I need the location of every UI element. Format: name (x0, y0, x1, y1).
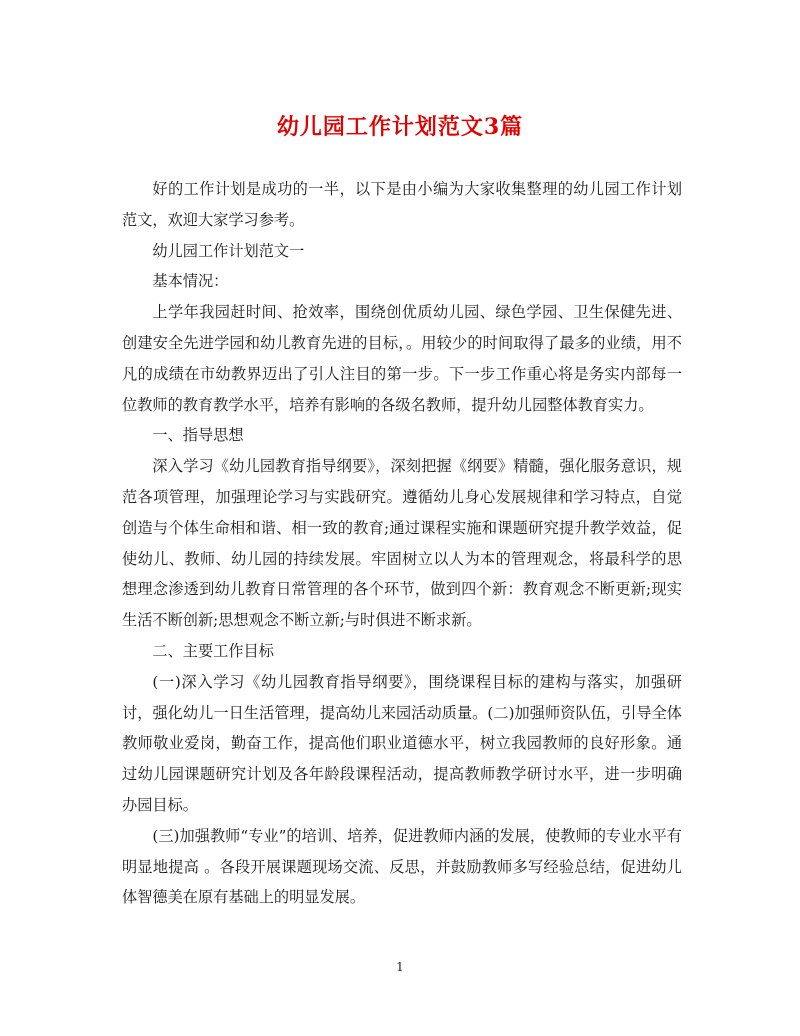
page-number: 1 (396, 960, 404, 974)
section-heading-basic-situation: 基本情况： (152, 272, 229, 291)
main-goals-paragraph-1: (一)深入学习《幼儿园教育指导纲要》，围绕课程目标的建构与落实，加强研讨，强化幼儿一日生活管理，提高幼儿来园活动质量。(二)加强师资队伍，引导全体教师敬业爱岗，勤奋工作，提高他们职业道德水平，树立我园教师的良好形象。通过幼儿园课题研究计划及各年龄段课程活动，提高教师教学研讨水平，进一步明确办园目标。 (122, 672, 682, 814)
section-heading-main-goals: 二、主要工作目标 (152, 641, 274, 660)
basic-situation-paragraph: 上学年我园赶时间、抢效率，围绕创优质幼儿园、绿色学园、卫生保健先进、创建安全先进学园和幼儿教育先进的目标，。用较少的时间取得了最多的业绩，用不凡的成绩在市幼教界迈出了引人注目的第一步。下一步工作重心将是务实内部每一位教师的教育教学水平，培养有影响的各级名教师，提升幼儿园整体教育实力。 (122, 303, 682, 414)
intro-paragraph: 好的工作计划是成功的一半，以下是由小编为大家收集整理的幼儿园工作计划范文，欢迎大家学习参考。 (122, 180, 682, 229)
main-goals-paragraph-2: (三)加强教师“专业”的培训、培养，促进教师内涵的发展，使教师的专业水平有明显地提高 。各段开展课题现场交流、反思，并鼓励教师多写经验总结，促进幼儿体智德美在原有基础上的明显发展。 (122, 826, 682, 907)
section-heading-guiding-ideology: 一、指导思想 (152, 426, 244, 445)
document-title: 幼儿园工作计划范文3篇 (276, 114, 524, 140)
guiding-ideology-paragraph: 深入学习《幼儿园教育指导纲要》，深刻把握《纲要》精髓，强化服务意识，规范各项管理，加强理论学习与实践研究。遵循幼儿身心发展规律和学习特点，自觉创造与个体生命相和谐、相一致的教育;通过课程实施和课题研究提升教学效益，促使幼儿、教师、幼儿园的持续发展。牢固树立以人为本的管理观念，将最科学的思想理念渗透到幼儿教育日常管理的各个环节，做到四个新：教育观念不断更新;现实生活不断创新;思想观念不断立新;与时俱进不断求新。 (122, 457, 682, 630)
section-heading-sample-one: 幼儿园工作计划范文一 (152, 241, 305, 260)
document-body (122, 174, 682, 913)
